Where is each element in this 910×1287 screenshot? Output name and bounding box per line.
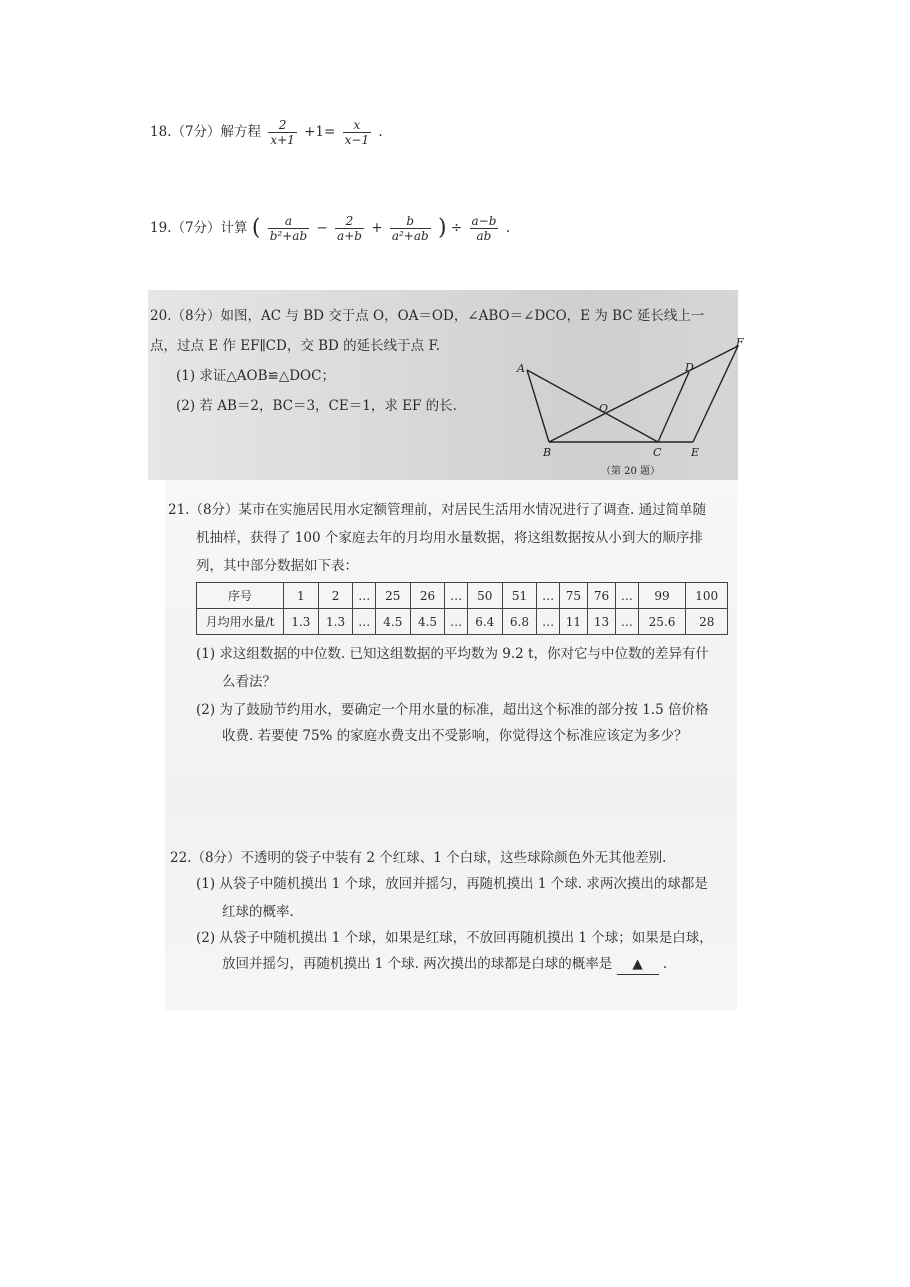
q21-line2: 机抽样，获得了 100 个家庭去年的月均用水量数据，将这组数据按从小到大的顺序排: [196, 530, 703, 546]
q19-fraction-1: $\frac{a}{\text{b²+ab}}$: [269, 214, 308, 243]
q19-fraction-3: $\frac{b}{\text{a²+ab}}$: [391, 214, 429, 243]
table-cell: 25: [375, 583, 410, 609]
q21-line1: 21.（8分）某市在实施居民用水定额管理前，对居民生活用水情况进行了调查. 通过简单随: [168, 502, 707, 518]
label-a: A: [517, 362, 525, 375]
q22-part1-line2: 红球的概率.: [222, 904, 294, 920]
question-18: [150, 118, 383, 147]
table-cell: 76: [587, 583, 615, 609]
q22-part2-line1: (2) 从袋子中随机摸出 1 个球，如果是红球，不放回再随机摸出 1 个球；如果是白球，: [196, 930, 713, 946]
table-cell: …: [353, 609, 375, 635]
q21-part1-line2: 么看法？: [222, 674, 276, 690]
q18-end: .: [378, 124, 383, 140]
q22-part2-line2-text: 放回并摇匀，再随机摸出 1 个球. 两次摸出的球都是白球的概率是: [222, 956, 613, 972]
q20-line2: 点，过点 E 作 EF∥CD，交 BD 的延长线于点 F.: [150, 338, 441, 354]
table-cell: 51: [502, 583, 537, 609]
table-cell: 2: [318, 583, 353, 609]
table-header-index: 序号: [197, 583, 284, 609]
q19-fraction-4: $\frac{a-b}{ab}$: [471, 214, 497, 243]
table-cell: …: [616, 609, 638, 635]
table-cell: 100: [686, 583, 728, 609]
label-b: B: [543, 446, 552, 459]
segment-cd: [658, 372, 689, 442]
q19-end: .: [505, 220, 510, 236]
table-cell: 25.6: [638, 609, 686, 635]
table-cell: 99: [638, 583, 686, 609]
table-row: [197, 583, 728, 609]
table-cell: …: [537, 609, 559, 635]
question-19: [150, 214, 510, 243]
q21-data-table: [196, 582, 728, 635]
table-cell: 1.3: [318, 609, 353, 635]
table-cell: …: [445, 609, 467, 635]
q21-part1-line1: (1) 求这组数据的中位数. 已知这组数据的平均数为 9.2 t，你对它与中位数的差异有什: [196, 646, 709, 662]
q22-part2-line2: [222, 954, 667, 975]
table-row: [197, 609, 728, 635]
table-cell: 4.5: [410, 609, 445, 635]
table-cell: …: [616, 583, 638, 609]
q21-part2-line2: 收费. 若要使 75% 的家庭水费支出不受影响，你觉得这个标准应该定为多少？: [222, 728, 688, 744]
q20-part2: (2) 若 AB＝2，BC＝3，CE＝1，求 EF 的长.: [176, 398, 457, 414]
q18-prefix: 18.（7分）解方程: [150, 124, 262, 140]
label-c: C: [653, 446, 662, 459]
q20-line1: 20.（8分）如图，AC 与 BD 交于点 O，OA＝OD，∠ABO＝∠DCO，E 为 BC 延长线上一: [150, 308, 705, 324]
q19-fraction-2: $\frac{2}{a+b}$: [337, 214, 362, 243]
segment-ef: [693, 346, 738, 442]
table-cell: 1: [284, 583, 319, 609]
q19-op1: −: [316, 220, 328, 236]
q18-mid: +1=: [304, 124, 336, 140]
table-cell: 26: [410, 583, 445, 609]
answer-blank: [617, 954, 659, 975]
segment-ac: [527, 370, 658, 442]
table-header-usage: 月均用水量/t: [197, 609, 284, 635]
q20-caption: （第 20 题）: [601, 466, 661, 477]
label-e: E: [691, 446, 700, 459]
table-cell: 11: [559, 609, 587, 635]
label-f: F: [736, 336, 744, 349]
table-cell: …: [353, 583, 375, 609]
label-o: O: [599, 402, 609, 415]
table-cell: 1.3: [284, 609, 319, 635]
label-d: D: [685, 361, 694, 374]
segment-bf: [549, 346, 738, 442]
table-cell: 13: [587, 609, 615, 635]
q19-prefix: 19.（7分）计算: [150, 220, 248, 236]
table-cell: 28: [686, 609, 728, 635]
q22-part1-line1: (1) 从袋子中随机摸出 1 个球，放回并摇匀，再随机摸出 1 个球. 求两次摸出的球都是: [196, 876, 708, 892]
q18-fraction-2: $\frac{x}{x-1}$: [344, 118, 370, 147]
q20-part1: (1) 求证△AOB≌△DOC；: [176, 368, 335, 384]
q21-line3: 列，其中部分数据如下表：: [196, 558, 358, 574]
table-cell: …: [445, 583, 467, 609]
q21-part2-line1: (2) 为了鼓励节约用水，要确定一个用水量的标准，超出这个标准的部分按 1.5 倍价格: [196, 702, 709, 718]
q22-line1: 22.（8分）不透明的袋子中装有 2 个红球、1 个白球，这些球除颜色外无其他差别.: [170, 850, 667, 866]
table-cell: 4.5: [375, 609, 410, 635]
q19-paren-open: (: [251, 215, 261, 241]
table-cell: 50: [467, 583, 502, 609]
table-cell: 6.8: [502, 609, 537, 635]
table-cell: 6.4: [467, 609, 502, 635]
q18-fraction-1: $\frac{2}{x+1}$: [270, 118, 295, 147]
triangle-icon: ▲: [632, 956, 643, 972]
q20-geometry-figure: [505, 332, 755, 480]
q22-end: .: [662, 956, 668, 972]
q19-op3: ÷: [450, 220, 463, 236]
q19-paren-close: ): [438, 215, 447, 241]
q19-op2: +: [371, 220, 383, 236]
table-cell: …: [537, 583, 559, 609]
table-cell: 75: [559, 583, 587, 609]
